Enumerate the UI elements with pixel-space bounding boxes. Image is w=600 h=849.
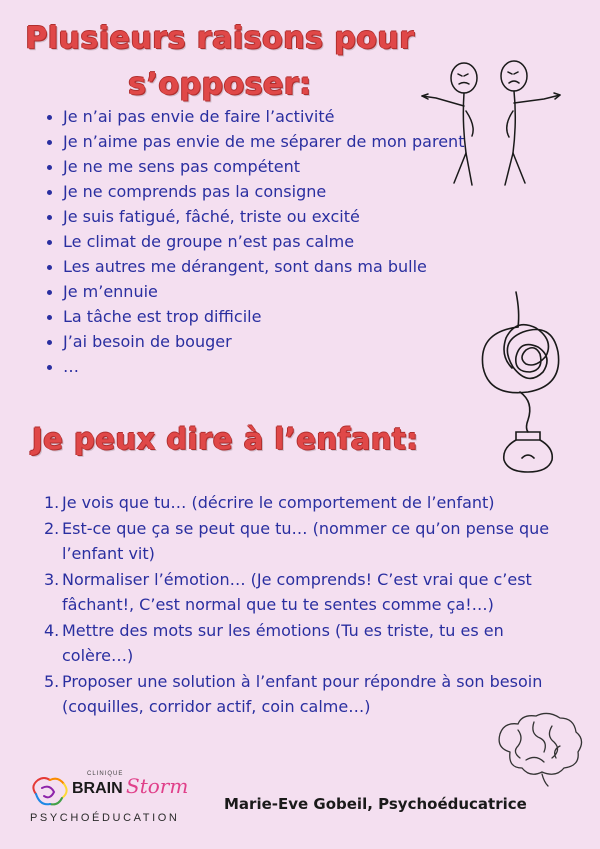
author-signature: Marie-Eve Gobeil, Psychoéducatrice (224, 795, 527, 813)
list-item: Je ne me sens pas compétent (44, 154, 464, 179)
title-line-2: s’opposer: (128, 67, 312, 102)
item-text: Je vois que tu… (décrire le comportement de l’enfant) (62, 493, 495, 512)
list-item: Je suis fatigué, fâché, triste ou excité (44, 204, 464, 229)
item-text: Proposer une solution à l’enfant pour répondre à son besoin (coquilles, corridor actif, coin calme…) (62, 671, 543, 716)
section-title: Je peux dire à l’enfant: (32, 422, 419, 456)
list-item: … (44, 354, 464, 379)
list-item (44, 567, 574, 618)
arguing-figures-icon (414, 56, 574, 196)
item-number: 4. (44, 620, 60, 640)
list-item: Le climat de groupe n’est pas calme (44, 229, 464, 254)
list-item: Je n’ai pas envie de faire l’activité (44, 104, 464, 129)
logo-clinique-text: CLINIQUE (87, 771, 124, 777)
brain-logo-icon (30, 776, 70, 808)
item-number: 5. (44, 671, 60, 691)
list-item (44, 618, 574, 669)
logo-brain-text: BRAIN (72, 780, 123, 797)
item-text: Mettre des mots sur les émotions (Tu es triste, tu es en colère…) (62, 620, 504, 665)
logo-storm-text: Storm (126, 774, 189, 798)
tangled-lightbulb-icon (468, 290, 588, 475)
logo-subtitle: PSYCHOÉDUCATION (30, 812, 180, 824)
list-item: Les autres me dérangent, sont dans ma bulle (44, 254, 464, 279)
brainstorm-logo (30, 770, 200, 830)
list-item: Je m’ennuie (44, 279, 464, 304)
item-number: 3. (44, 569, 60, 589)
item-text: Est-ce que ça se peut que tu… (nommer ce qu’on pense que l’enfant vit) (62, 518, 550, 563)
list-item: Je ne comprends pas la consigne (44, 179, 464, 204)
list-item: La tâche est trop difficile (44, 304, 464, 329)
brain-icon (490, 712, 585, 792)
page-title (0, 16, 440, 108)
actions-list (44, 490, 574, 720)
item-number: 1. (44, 493, 60, 512)
list-item (44, 516, 574, 567)
item-text: Normaliser l’émotion… (Je comprends! C’est vrai que c’est fâchant!, C’est normal que tu te sentes comme ça!…) (62, 569, 532, 614)
title-line-1: Plusieurs raisons pour (25, 21, 415, 56)
reasons-list (44, 104, 464, 379)
list-item (44, 490, 574, 516)
item-number: 2. (44, 518, 60, 538)
list-item: Je n’aime pas envie de me séparer de mon parent (44, 129, 464, 154)
list-item: J’ai besoin de bouger (44, 329, 464, 354)
